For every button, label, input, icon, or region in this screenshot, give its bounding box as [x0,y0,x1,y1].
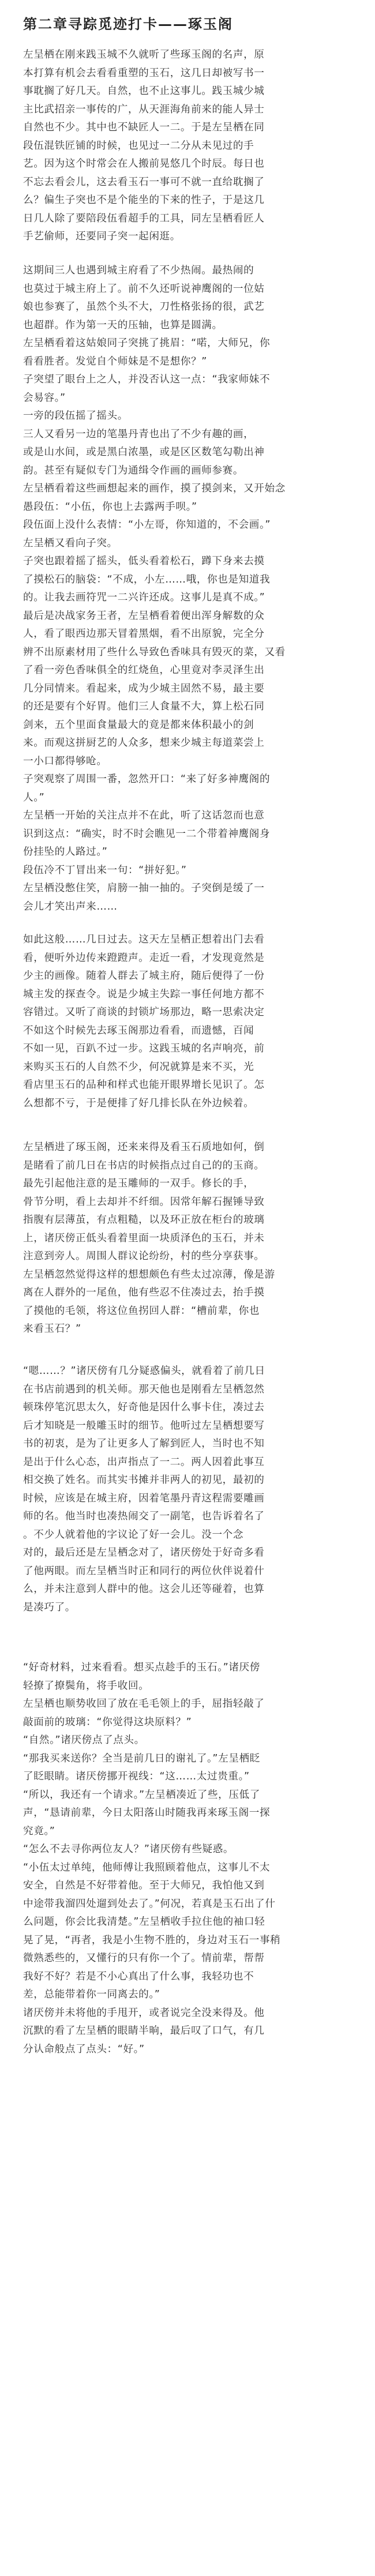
paragraph-line: 少主的画像。随着人群去了城主府，随后便得了一份 [23,970,265,982]
paragraph-line: 韵。甚至有疑似专门为通缉令作画的画师参赛。 [23,464,244,476]
paragraph-line: 指腹有层薄茧，有点粗糙，以及环正放在柜台的玻璃 [23,1214,265,1226]
paragraph-line: 一小口都得够呛。 [23,755,107,767]
paragraph-line: 相交换了姓名。而其实书摊并非两人的初见，最初的 [23,1474,265,1486]
paragraph-line: 。不少人就着他的字议论了好一会儿。没一个念 [23,1529,244,1541]
paragraph-line: 么？偏生子突也不是个能坐的下来的性子，于是这几 [23,194,265,206]
paragraph-line: “所以，我还有一个请求。”左呈栖凑近了些，压低了 [23,1789,260,1801]
paragraph-line: 究竟。” [23,1825,55,1837]
paragraph-line: 上，诸厌傍正低头看着里面一块质泽色的玉石，并未 [23,1232,265,1244]
paragraph-line: 对的，最后还是左呈栖念对了，诸厌傍处于好奇多看 [23,1547,265,1559]
paragraph-line: 时候，应该是在城主府，因着笔墨丹青这程需要雕画 [23,1492,265,1504]
paragraph-line: 左呈栖看着这姑娘同子突挑了挑眉：“喏，大师兄，你 [23,337,271,349]
paragraph-line: 子突观察了周围一番，忽然开口：“来了好多神鹰阁的 [23,773,271,785]
paragraph-line: 看看胜者。发觉自个师妹是不是想你？” [23,355,208,367]
paragraph-line: 了摸他的毛领，将这位鱼拐回人群：“槽前辈，你也 [23,1305,260,1317]
paragraph-line: 不如一见，百趴不过一步。这践玉城的名声响亮，前 [23,1043,265,1054]
paragraph-line: 左呈栖在刚来践玉城不久就听了些琢玉阁的名声，原 [23,49,265,61]
paragraph-line: 会儿才笑出声来…… [23,900,118,913]
paragraph-line: 了眨眼睛。诸厌傍挪开视线：“这……太过贵重。” [23,1771,250,1782]
paragraph-3 [23,931,361,1113]
paragraph-line: 日几人除了要陪段伍看超手的工具，同左呈栖看匠人 [23,212,265,224]
chapter-title: 第二章寻踪觅迹打卡——琢玉阁 [23,16,233,32]
paragraph-line: 自然也不少。其中也不缺匠人一二。于是左呈栖在同 [23,122,265,133]
paragraph-line: 这期间三人也遇到城主府看了不少热闹。最热闹的 [23,265,254,276]
paragraph-line: 左呈栖一开始的关注点并不在此，听了这话忽而也意 [23,810,265,821]
paragraph-line: 么想都不亏，于是便排了好几排长队在外边候着。 [23,1097,254,1109]
paragraph-line: 最后是决战家务王者，左呈栖看着便出浑身解数的众 [23,610,265,622]
paragraph-line: 人，看了眼西边那天冒着黑烟，看不出原貌，完全分 [23,628,265,640]
paragraph-line: 娘也参赛了，虽然个头不大，刀性格张扬的很，武艺 [23,301,265,313]
paragraph-line: 三人又看另一边的笔墨丹青也出了不少有趣的画， [23,428,254,440]
paragraph-line: 分认命般点了点头：“好。” [23,2043,145,2055]
paragraph-line: 左呈栖进了琢玉阁，还来来得及看玉石质地如何，倒 [23,1141,265,1153]
paragraph-line: 是凑巧了。 [23,1601,76,1613]
paragraph-2 [23,262,361,916]
paragraph-line: “好奇材料，过来看看。想买点趁手的玉石。”诸厌傍 [23,1662,260,1673]
paragraph-line: 辨不出原素材用了些什么导致色香味具有毁灭的菜，又看 [23,646,286,658]
paragraph-line: 后才知晓是一般雕玉时的细节。他听过左呈栖想要写 [23,1420,265,1432]
paragraph-line: 子突也跟着摇了摇头，低头看着松石，蹲下身来去摸 [23,555,265,567]
paragraph-line: 的还是要有个好胃。他们三人食量不大，算上松石同 [23,701,265,712]
paragraph-line: 来购买玉石的人自然不少，何况就算是来不买，光 [23,1061,254,1073]
paragraph-line: 了看一旁色香味俱全的红烧鱼，心里竟对李灵泽生出 [23,664,265,676]
paragraph-line: 段伍混铁匠铺的时候，也见过一二分从未见过的手 [23,140,254,152]
paragraph-line: 敲面前的玻璃：“你觉得这块原料？” [23,1716,192,1728]
paragraph-line: 轻撩了撩鬓角，将手收回。 [23,1680,149,1692]
paragraph-line: “小伍太过单纯，他师傅让我照顾着他点，这事儿不太 [23,1861,271,1873]
paragraph-line: 或是山水间，或是黑白浓墨，或是区区数笔勾勒出神 [23,446,265,458]
paragraph-line: 安全，自然是不好带着他。至于大师兄，我怕他又到 [23,1880,265,1891]
paragraph-line: 也莫过于城主府上了。前不久还听说神鹰阁的一位姑 [23,283,265,295]
paragraph-line: 声，“恳请前辈，今日太阳落山时随我再来琢玉阁一探 [23,1807,271,1819]
paragraph-line: 城主发的探查令。说是少城主失踪一事任何地方都不 [23,988,265,1000]
paragraph-line: 来。而观这拼厨艺的人众多，想来少城主每道菜尝上 [23,737,265,749]
paragraph-line: 左呈栖又看向子突。 [23,537,118,549]
paragraph-line: 份挂坠的人路过。” [23,846,108,858]
paragraph-line: 注意到旁人。周围人群议论纷纷，村的些分享获事。 [23,1251,265,1262]
paragraph-line: 左呈栖也顺势收回了放在毛毛领上的手，屈指轻敲了 [23,1698,265,1710]
paragraph-line: “那我买来送你？全当是前几日的谢礼了。”左呈栖眨 [23,1752,260,1764]
paragraph-line: 艺。因为这个时常会在人搬前晃悠几个时辰。每日也 [23,158,265,170]
paragraph-line: 事耽搁了好几天。自然，也不止这事儿。践玉城少城 [23,85,265,97]
paragraph-line: 来看玉石？” [23,1323,81,1335]
paragraph-line: 书的初衷，是为了让更多人了解到匠人，当时也不知 [23,1438,265,1450]
paragraph-line: 是出于什么心态，出声指点了一二。两人因着此事互 [23,1456,265,1468]
paragraph-line: 顿珠停笔沉思太久，好奇他是因什么事卡住，凑过去 [23,1402,265,1413]
paragraph-line: 如此这般……几日过去。这天左呈栖正想着出门去看 [23,934,265,945]
paragraph-line: 了他两眼。而左呈栖当时正和同行的两位伙伴说着什 [23,1565,265,1577]
paragraph-5 [23,1362,361,1617]
paragraph-line: 不如这个时候先去琢玉阁那边看看，而遗憾，百闻 [23,1024,254,1037]
paragraph-line: “怎么不去寻你两位友人？”诸厌傍有些疑惑。 [23,1843,234,1855]
paragraph-line: 沉默的看了左呈栖的眼睛半晌，最后叹了口气，有几 [23,2025,265,2037]
paragraph-line: 我好不好？若是不小心真出了什么事，我轻功也不 [23,1970,254,1982]
paragraph-line: 么问题，你会比我清楚。”左呈栖收手拉住他的袖口轻 [23,1916,265,1928]
paragraph-line: 容错过。又听了商谈的封锁圹场那边，略一思索决定 [23,1007,265,1018]
paragraph-line: 看店里玉石的品种和样式也能开眼界增长见识了。怎 [23,1079,265,1091]
paragraph-line: 师的名。他当时也凑热闹交了一副笔，也告诉着名了 [23,1511,265,1522]
paragraph-6 [23,1659,361,2059]
paragraph-line: 离在人群外的一尾鱼，他有些忍不住凑过去，抬手摸 [23,1287,265,1298]
paragraph-line: 诸厌傍并未将他的手甩开，或者说完全没来得及。他 [23,2007,265,2019]
paragraph-line: 段伍面上没什么表情：“小左哥，你知道的，不会画。” [23,519,271,531]
paragraph-line: 识到这点：“确实，时不时会瞧见一二个带着神鹰阁身 [23,828,271,840]
paragraph-line: 不忘去看会儿，这去看玉石一事可不就一直给耽搁了 [23,176,265,188]
paragraph-line: 会易容。” [23,392,66,404]
paragraph-line: 微熟悉些的，又懂行的只有你一个了。情前辈，帮帮 [23,1952,265,1964]
paragraph-line: 剑来，五个里面食量最大的竟是都来体积最小的剑 [23,719,254,731]
paragraph-line: 的。让我去画符咒一二兴许还成。这事儿是真不成。” [23,592,265,603]
paragraph-line: 了摸松石的脑袋：“不成，小左……哦，你也是知道我 [23,573,271,585]
paragraph-line: 差，总能带着你一同离去的。” [23,1989,160,2000]
paragraph-line: 左呈栖看着这些画想起来的画作，摸了摸剑来，又开始念 [23,483,286,494]
paragraph-line: 是睹看了前几日在书店的时候指点过自己的的玉商。 [23,1159,265,1171]
paragraph-line: 也超群。作为第一天的压轴，也算是圆满。 [23,319,223,331]
paragraph-line: 主比武招亲一事传的广，从天涯海角前来的能人异士 [23,103,265,115]
paragraph-line: 看，便听外边传来蹬蹬声。走近一看，才发现竟然是 [23,952,265,964]
paragraph-line: 段伍冷不丁冒出来一句：“拼好犯。” [23,864,187,876]
paragraph-line: 么，并未注意到人群中的他。这会儿还等碰着，也算 [23,1583,265,1595]
paragraph-line: 骨节分明，看上去却并不纤细。因常年解石握锤导致 [23,1196,265,1208]
paragraph-line: 一旁的段伍摇了摇头。 [23,410,128,422]
paragraph-line: 中途带我溜四处遛到处去了。”何况，若真是玉石出了什 [23,1898,276,1910]
paragraph-line: 几分同情来。看起来，成为少城主固然不易，最主要 [23,682,265,694]
paragraph-line: 左呈栖没憋住笑，肩膀一抽一抽的。子突倒是缓了一 [23,883,265,894]
paragraph-line: “自然。”诸厌傍点了点头。 [23,1734,145,1746]
paragraph-1 [23,46,361,246]
paragraph-line: 手艺偷师，还要同子突一起闲逛。 [23,231,181,242]
paragraph-line: 在书店前遇到的机关师。那天他也是刚看左呈栖忽然 [23,1383,265,1395]
paragraph-line: 最先引起他注意的是玉雕师的一双手。修长的手， [23,1178,254,1189]
paragraph-line: 人。” [23,791,45,803]
paragraph-line: “嗯……？”诸厌傍有几分疑惑偏头，就看着了前几日 [23,1365,265,1377]
paragraph-line: 本打算有机会去看看重塑的玉石，这几日却被写书一 [23,67,265,79]
paragraph-4 [23,1139,361,1339]
paragraph-line: 晃了晃，“再者，我是小生物不胜的，身边对玉石一事稍 [23,1934,281,1946]
paragraph-line: 左呈栖忽然觉得这样的想想颇色有些太过凉薄，像是游 [23,1268,275,1281]
paragraph-line: 愚段伍：“小伍，你也上去露两手呗。” [23,501,197,513]
paragraph-line: 子突望了眼台上之人，并没否认这一点：“我家师妹不 [23,374,271,385]
